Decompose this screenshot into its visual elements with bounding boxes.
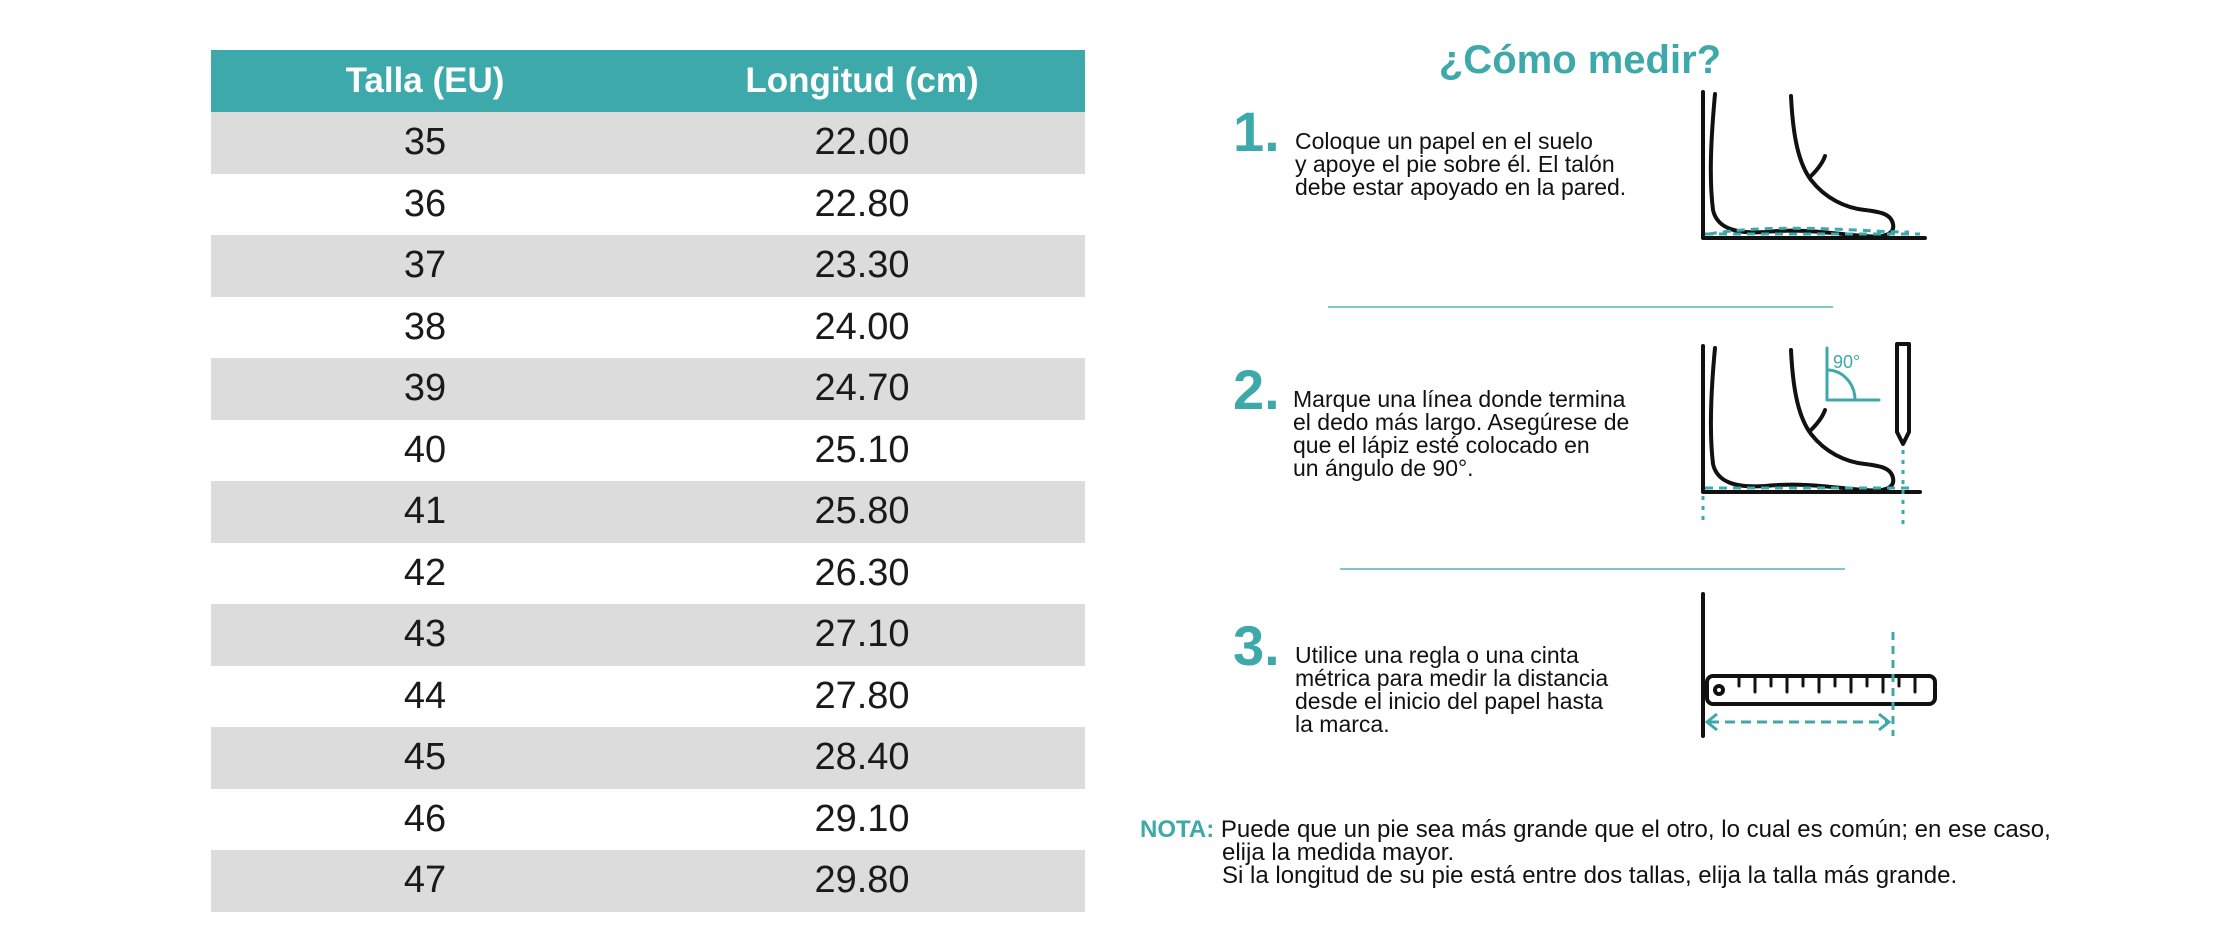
step-1-number: 1. (1233, 100, 1280, 163)
size-cell: 41 (211, 481, 639, 543)
table-row (211, 727, 1085, 789)
table-row (211, 358, 1085, 420)
step-2-number: 2. (1233, 358, 1280, 421)
divider-2 (1340, 568, 1845, 570)
length-cell: 22.00 (639, 112, 1085, 174)
size-chart-table (211, 50, 1085, 912)
table-header-row (211, 50, 1085, 112)
table-row (211, 481, 1085, 543)
table-row (211, 666, 1085, 728)
note-line-3: Si la longitud de su pie está entre dos tallas, elija la talla más grande. (1222, 862, 1958, 889)
angle-label: 90° (1833, 352, 1861, 372)
length-cell: 23.30 (639, 235, 1085, 297)
table-row (211, 235, 1085, 297)
length-cell: 29.10 (639, 789, 1085, 851)
size-cell: 46 (211, 789, 639, 851)
note-line-1: Puede que un pie sea más grande que el otro, lo cual es común; en ese caso, (1220, 816, 2051, 843)
length-cell: 24.70 (639, 358, 1085, 420)
length-cell: 25.10 (639, 420, 1085, 482)
ruler-illustration (1695, 590, 1945, 740)
note-line-2: elija la medida mayor. (1222, 839, 1455, 866)
table-row (211, 543, 1085, 605)
foot-against-wall-illustration (1695, 88, 1935, 248)
table-row (211, 789, 1085, 851)
pencil-mark-illustration (1695, 340, 1935, 530)
size-cell: 37 (211, 235, 639, 297)
size-cell: 40 (211, 420, 639, 482)
length-cell: 22.80 (639, 174, 1085, 236)
table-row (211, 174, 1085, 236)
step-3-text: Utilice una regla o una cinta métrica para medir la distancia desde el inicio del papel hasta la marca. (1295, 642, 1609, 737)
length-cell: 28.40 (639, 727, 1085, 789)
size-cell: 36 (211, 174, 639, 236)
header-length: Longitud (cm) (639, 50, 1085, 112)
size-cell: 45 (211, 727, 639, 789)
size-cell: 38 (211, 297, 639, 359)
size-cell: 39 (211, 358, 639, 420)
length-cell: 27.10 (639, 604, 1085, 666)
table-row (211, 297, 1085, 359)
divider-1 (1328, 306, 1833, 308)
size-cell: 43 (211, 604, 639, 666)
length-cell: 26.30 (639, 543, 1085, 605)
length-cell: 24.00 (639, 297, 1085, 359)
length-cell: 25.80 (639, 481, 1085, 543)
length-cell: 29.80 (639, 850, 1085, 912)
size-cell: 44 (211, 666, 639, 728)
step-1-text: Coloque un papel en el suelo y apoye el pie sobre él. El talón debe estar apoyado en la pared. (1295, 128, 1627, 200)
table-row (211, 850, 1085, 912)
size-cell: 35 (211, 112, 639, 174)
step-2-text: Marque una línea donde termina el dedo más largo. Asegúrese de que el lápiz esté colocado en un ángulo de 90°. (1293, 386, 1630, 481)
note-label: NOTA: (1140, 816, 1215, 843)
header-size: Talla (EU) (211, 50, 639, 112)
note-block (1140, 818, 2190, 887)
size-cell: 42 (211, 543, 639, 605)
how-to-measure-title: ¿Cómo medir? (1438, 38, 1722, 82)
table-row (211, 420, 1085, 482)
length-cell: 27.80 (639, 666, 1085, 728)
size-cell: 47 (211, 850, 639, 912)
table-row (211, 604, 1085, 666)
table-row (211, 112, 1085, 174)
step-3-number: 3. (1233, 614, 1280, 677)
